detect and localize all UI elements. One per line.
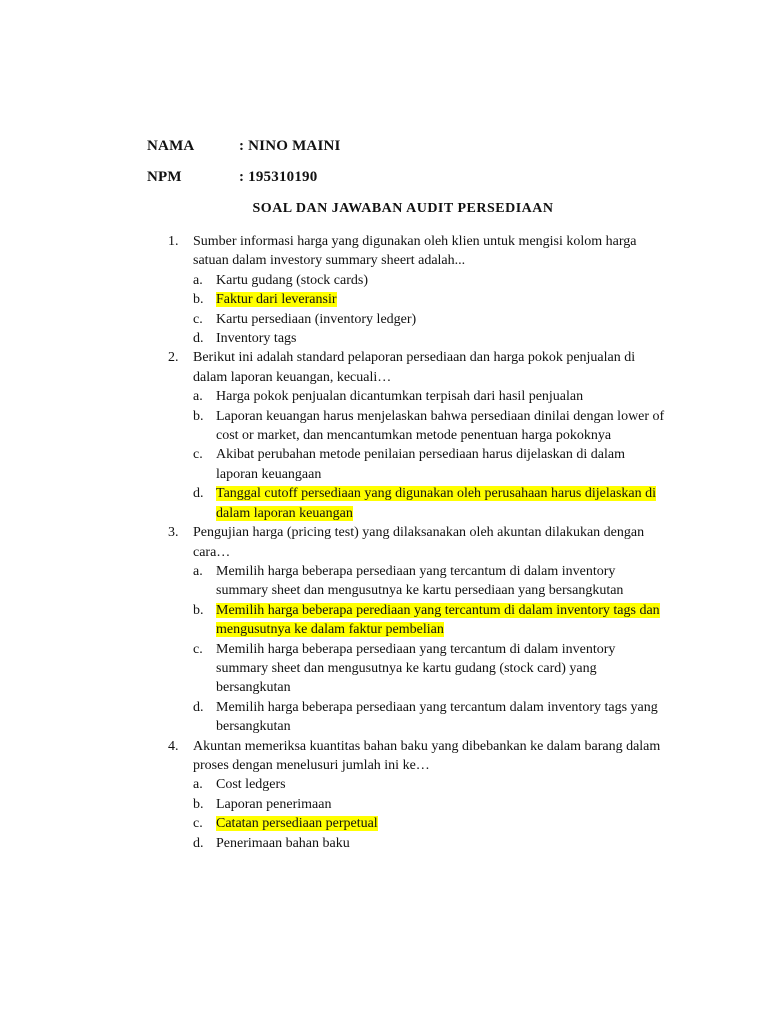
question-number: 4. xyxy=(168,738,179,754)
option-text: Memilih harga beberapa persediaan yang tercantum di dalam inventory summary sheet dan mengusutnya ke kartu gudang (stock card) yang bersangkutan xyxy=(216,641,616,696)
question-text: Akuntan memeriksa kuantitas bahan baku yang dibebankan ke dalam barang dalam proses dengan menelusuri jumlah ini ke… xyxy=(193,738,661,773)
question-3 xyxy=(168,523,668,736)
option-3b-answer xyxy=(193,601,668,640)
option-letter: b. xyxy=(193,292,204,308)
question-list xyxy=(168,232,668,853)
question-text: Pengujian harga (pricing test) yang dilaksanakan oleh akuntan dilakukan dengan cara… xyxy=(193,525,645,560)
option-letter: a. xyxy=(193,272,203,288)
option-letter: b. xyxy=(193,408,204,424)
option-2b xyxy=(193,407,668,446)
option-letter: d. xyxy=(193,835,204,851)
option-text: Laporan penerimaan xyxy=(216,796,332,812)
option-4d xyxy=(193,834,668,853)
question-number: 3. xyxy=(168,525,179,541)
highlighted-answer-text: Memilih harga beberapa perediaan yang tercantum di dalam inventory tags dan mengusutnya ke dalam faktur pembelian xyxy=(216,602,660,638)
option-letter: a. xyxy=(193,777,203,793)
name-value: : NINO MAINI xyxy=(239,138,341,154)
option-letter: d. xyxy=(193,486,204,502)
option-letter: c. xyxy=(193,816,203,832)
option-letter: d. xyxy=(193,331,204,347)
option-text: Kartu gudang (stock cards) xyxy=(216,272,369,288)
question-2 xyxy=(168,348,668,523)
option-3a xyxy=(193,562,668,601)
option-letter: b. xyxy=(193,602,204,618)
option-3d xyxy=(193,698,668,737)
option-letter: c. xyxy=(193,447,203,463)
document-title: SOAL DAN JAWABAN AUDIT PERSEDIAAN xyxy=(252,201,554,216)
option-2a xyxy=(193,387,668,406)
question-number: 2. xyxy=(168,350,179,366)
option-2d-answer xyxy=(193,484,668,523)
option-4a xyxy=(193,775,668,794)
option-1a xyxy=(193,271,668,290)
npm-value: : 195310190 xyxy=(239,169,318,185)
option-text: Laporan keuangan harus menjelaskan bahwa persediaan dinilai dengan lower of cost or market, dan mencantumkan metode penentuan harga pokoknya xyxy=(216,408,665,444)
option-letter: a. xyxy=(193,563,203,579)
highlighted-answer-text: Catatan persediaan perpetual xyxy=(216,816,378,832)
option-2c xyxy=(193,445,668,484)
option-1d xyxy=(193,329,668,348)
option-letter: a. xyxy=(193,389,203,405)
option-text: Harga pokok penjualan dicantumkan terpisah dari hasil penjualan xyxy=(216,389,584,405)
option-letter: b. xyxy=(193,796,204,812)
question-text: Berikut ini adalah standard pelaporan persediaan dan harga pokok penjualan di dalam laporan keuangan, kecuali… xyxy=(193,350,636,385)
option-letter: c. xyxy=(193,311,203,327)
option-letter: c. xyxy=(193,641,203,657)
name-row xyxy=(147,138,341,155)
name-label: NAMA xyxy=(147,138,195,154)
highlighted-answer-text: Faktur dari leveransir xyxy=(216,292,337,308)
option-text: Penerimaan bahan baku xyxy=(216,835,350,851)
npm-row xyxy=(147,169,317,186)
question-1 xyxy=(168,232,668,348)
option-1c xyxy=(193,310,668,329)
question-number: 1. xyxy=(168,234,179,249)
question-4 xyxy=(168,737,668,853)
highlighted-answer-text: Tanggal cutoff persediaan yang digunakan oleh perusahaan harus dijelaskan di dalam laporan keuangan xyxy=(216,486,656,521)
option-letter: d. xyxy=(193,699,204,715)
option-4c-answer xyxy=(193,814,668,833)
option-text: Kartu persediaan (inventory ledger) xyxy=(216,311,417,327)
option-text: Memilih harga beberapa persediaan yang tercantum di dalam inventory summary sheet dan mengusutnya ke kartu persediaan yang bersangkutan xyxy=(216,563,624,599)
option-3c xyxy=(193,640,668,698)
option-text: Akibat perubahan metode penilaian persediaan harus dijelaskan di dalam laporan keuangaan xyxy=(216,447,625,482)
option-text: Memilih harga beberapa persediaan yang tercantum dalam inventory tags yang bersangkutan xyxy=(216,699,658,735)
option-4b xyxy=(193,795,668,814)
option-text: Inventory tags xyxy=(216,331,297,347)
question-text: Sumber informasi harga yang digunakan oleh klien untuk mengisi kolom harga satuan dalam investory summary sheert adalah... xyxy=(193,234,637,269)
option-text: Cost ledgers xyxy=(216,777,286,793)
npm-label: NPM xyxy=(147,169,182,185)
option-1b-answer xyxy=(193,290,668,309)
